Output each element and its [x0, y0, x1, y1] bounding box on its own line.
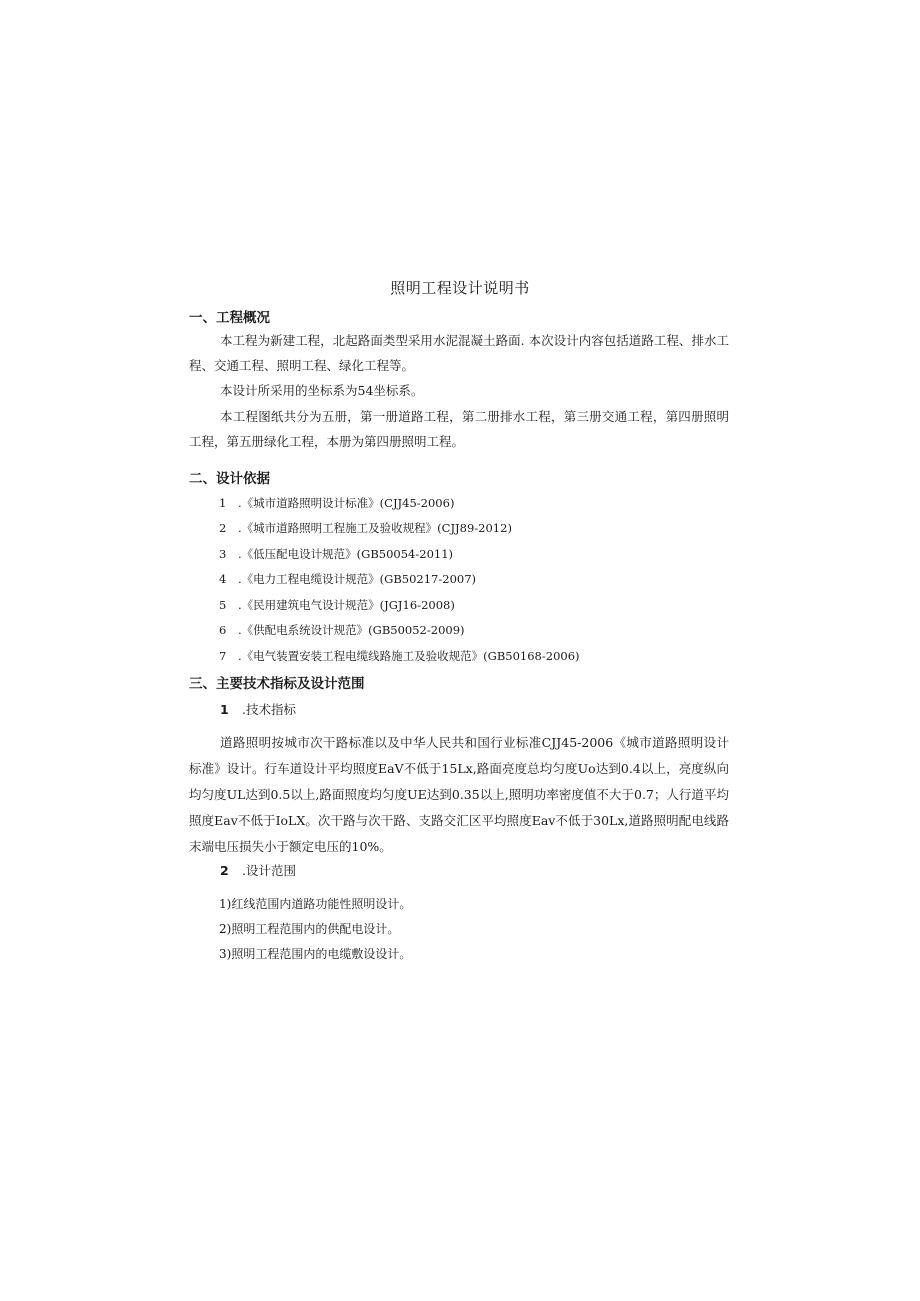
reference-number: 1: [219, 496, 227, 510]
paragraph-overview-1: 本工程为新建工程，北起路面类型采用水泥混凝土路面. 本次设计内容包括道路工程、排水工程、交通工程、照明工程、绿化工程等。: [189, 333, 729, 373]
reference-item: [219, 495, 454, 511]
reference-text: .《城市道路照明设计标准》(CJJ45-2006): [238, 496, 455, 510]
reference-number: 4: [219, 572, 227, 586]
subsection-label: .技术指标: [242, 702, 296, 717]
reference-number: 2: [219, 521, 227, 535]
reference-item: [219, 648, 580, 664]
reference-text: .《低压配电设计规范》(GB50054-2011): [238, 547, 454, 561]
subsection-number: 1: [220, 702, 229, 717]
reference-item: [219, 520, 512, 536]
reference-item: [219, 571, 476, 587]
section-heading-overview: 一、工程概况: [189, 310, 270, 326]
paragraph-overview-2: 本设计所采用的坐标系为54坐标系。: [220, 383, 424, 398]
reference-number: 5: [219, 598, 227, 612]
reference-item: [219, 597, 455, 613]
scope-item: 2)照明工程范围内的供配电设计。: [219, 922, 400, 936]
paragraph-overview-3: 本工程图纸共分为五册，第一册道路工程，第二册排水工程，第三册交通工程，第四册照明工程，第五册绿化工程，本册为第四册照明工程。: [189, 409, 729, 449]
subsection-technical-indicators: [220, 700, 296, 718]
reference-item: [219, 622, 465, 638]
document-title: 照明工程设计说明书: [390, 279, 530, 297]
reference-number: 3: [219, 547, 227, 561]
reference-text: .《电力工程电缆设计规范》(GB50217-2007): [238, 572, 477, 586]
section-heading-basis: 二、设计依据: [189, 471, 270, 487]
reference-text: .《民用建筑电气设计规范》(JGJ16-2008): [238, 598, 455, 612]
reference-item: [219, 546, 453, 562]
reference-number: 7: [219, 649, 227, 663]
reference-text: .《供配电系统设计规范》(GB50052-2009): [238, 623, 465, 637]
paragraph-technical-indicators: 道路照明按城市次干路标准以及中华人民共和国行业标准CJJ45-2006《城市道路照明设计标准》设计。行车道设计平均照度EaV不低于15Lx,路面亮度总均匀度Uo达到0.4以上，亮度纵向均匀度UL达到0.5以上,路面照度均匀度UE达到0.35以上,照明功率密度值不大于0.7；人行道平均照度Eav不低于IoLX。次干路与次干路、支路交汇区平均照度Eav不低于30Lx,道路照明配电线路末端电压损失小于额定电压的10%。: [189, 735, 729, 854]
subsection-design-scope: [220, 861, 296, 879]
reference-text: .《城市道路照明工程施工及验收规程》(CJJ89-2012): [238, 521, 512, 535]
section-heading-technical: 三、主要技术指标及设计范围: [189, 676, 365, 692]
scope-item: 1)红线范围内道路功能性照明设计。: [219, 897, 412, 911]
reference-text: .《电气装置安装工程电缆线路施工及验收规范》(GB50168-2006): [238, 649, 580, 663]
reference-number: 6: [219, 623, 227, 637]
scope-item: 3)照明工程范围内的电缆敷设设计。: [219, 947, 412, 961]
subsection-number: 2: [220, 863, 229, 878]
subsection-label: .设计范围: [242, 863, 296, 878]
